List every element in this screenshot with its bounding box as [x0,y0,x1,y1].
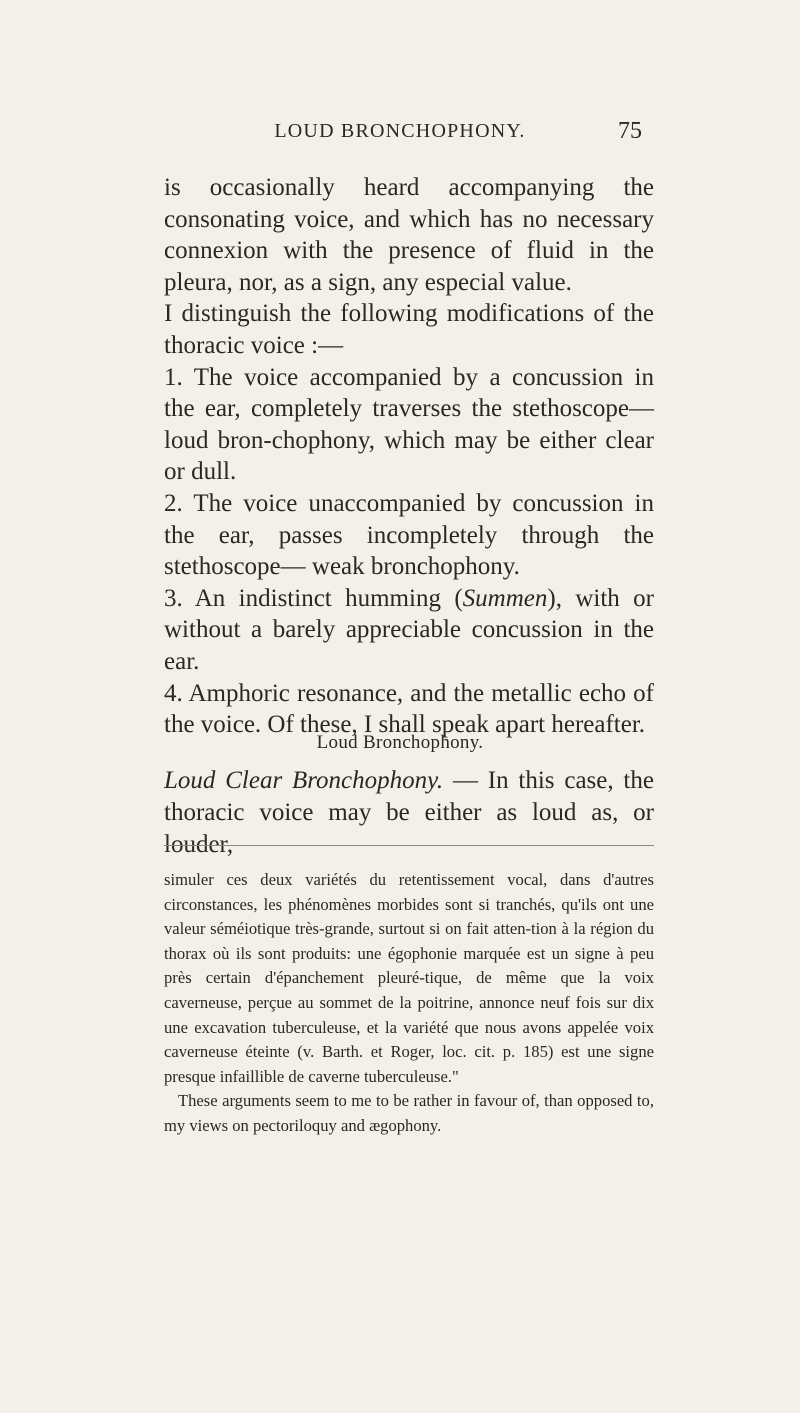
paragraph-intro: I distinguish the following modifications of the thoracic voice :— [164,300,654,359]
list-item-3-text-start: 3. An indistinct humming ( [164,584,463,612]
running-head: LOUD BRONCHOPHONY. [274,120,526,142]
list-item-4: 4. Amphoric resonance, and the metallic echo of the voice. Of these, I shall speak apart hereafter. [164,679,654,739]
main-text [164,172,654,741]
section-lead-term: Loud Clear Bronchophony. [164,767,444,794]
footnote-paragraph-1: simuler ces deux variétés du retentissement vocal, dans d'autres circonstances, les phénomènes morbides sont si tranchés, qu'ils ont une valeur séméiotique très-grande, surtout si on fait atten-tion à la région du thorax où ils sont produits: une égophonie marquée est un signe à peu près certain d'épanchement pleuré-tique, de même que la voix caverneuse, perçue au sommet de la poitrine, annonce neuf fois sur dix une excavation tuberculeuse, et la variété que nous avons appelée voix caverneuse éteinte (v. Barth. et Roger, loc. cit. p. 185) est une signe presque infaillible de caverne tuberculeuse." [164,870,654,1086]
section-heading: Loud Bronchophony. [316,732,484,753]
page-number: 75 [618,118,642,144]
footnote-paragraph-2: These arguments seem to me to be rather in favour of, than opposed to, my views on pectoriloquy and ægophony. [164,1091,654,1135]
page-header [0,118,800,158]
footnote [164,868,654,1139]
section-paragraph [164,765,654,861]
footnote-divider [164,845,654,846]
list-item-3-german-term: Summen [462,584,548,612]
section-text [164,765,654,861]
list-item-1: 1. The voice accompanied by a concussion in the ear, completely traverses the stethoscope—loud bron-chophony, which may be either clear or dull. [164,363,654,486]
list-item-3-text-end: ), with or without a barely appreciable concussion in the ear. [164,584,654,675]
section-lead-text: — In this case, the thoracic voice may be either as loud as, or louder, [164,767,654,858]
paragraph-continued: is occasionally heard accompanying the consonating voice, and which has no necessary connexion with the presence of fluid in the pleura, nor, as a sign, any especial value. [164,174,654,296]
list-item-2: 2. The voice unaccompanied by concussion in the ear, passes incompletely through the stethoscope— weak bronchophony. [164,489,654,581]
list-item-3 [164,583,654,678]
